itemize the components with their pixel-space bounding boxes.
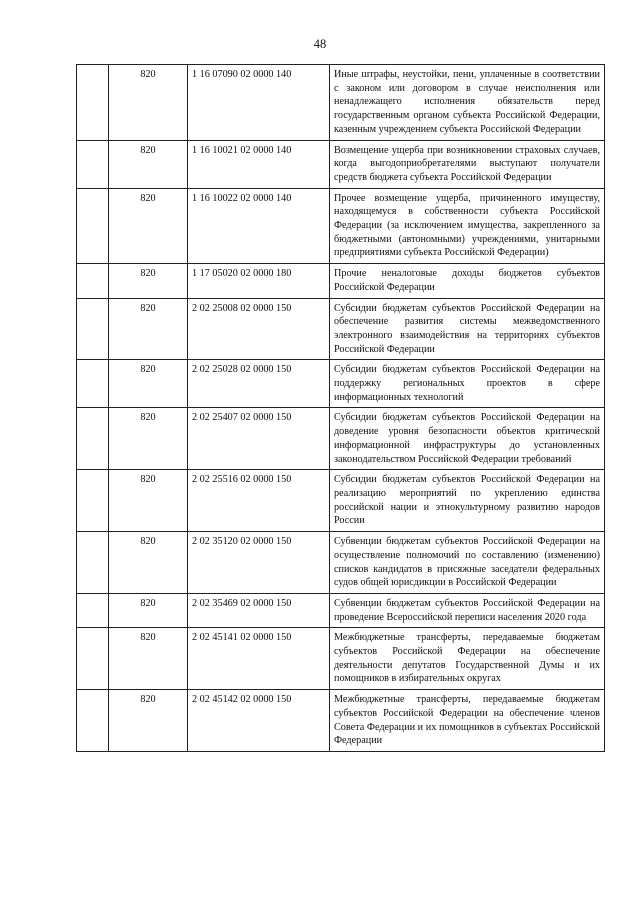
income-name-cell: Субвенции бюджетам субъектов Российской Федерации на проведение Всероссийской переписи населения 2020 года	[330, 593, 605, 627]
admin-code-cell: 820	[109, 188, 188, 264]
table-row	[77, 408, 605, 470]
row-number-cell	[77, 298, 109, 360]
kbk-code-cell: 1 16 10021 02 0000 140	[188, 140, 330, 188]
income-name-cell: Субсидии бюджетам субъектов Российской Федерации на поддержку региональных проектов в сфере информационных технологий	[330, 360, 605, 408]
income-name-cell: Прочие неналоговые доходы бюджетов субъектов Российской Федерации	[330, 264, 605, 298]
income-name-cell: Субсидии бюджетам субъектов Российской Федерации на обеспечение развития системы межведомственного электронного взаимодействия на территориях субъектов Российской Федерации	[330, 298, 605, 360]
row-number-cell	[77, 690, 109, 752]
kbk-code-cell: 2 02 45142 02 0000 150	[188, 690, 330, 752]
row-number-cell	[77, 470, 109, 532]
row-number-cell	[77, 65, 109, 141]
table-row	[77, 65, 605, 141]
table-row	[77, 140, 605, 188]
kbk-code-cell: 1 16 07090 02 0000 140	[188, 65, 330, 141]
income-name-cell: Прочее возмещение ущерба, причиненного имуществу, находящемуся в собственности субъекта Российской Федерации (за исключением имущества, закрепленного за бюджетными (автономными) учреждениями, унитарными предприятиями субъекта Российской Федерации)	[330, 188, 605, 264]
table-row	[77, 264, 605, 298]
table-row	[77, 532, 605, 594]
kbk-code-cell: 2 02 25516 02 0000 150	[188, 470, 330, 532]
kbk-code-cell: 2 02 35120 02 0000 150	[188, 532, 330, 594]
admin-code-cell: 820	[109, 593, 188, 627]
kbk-code-cell: 2 02 25407 02 0000 150	[188, 408, 330, 470]
admin-code-cell: 820	[109, 140, 188, 188]
admin-code-cell: 820	[109, 298, 188, 360]
row-number-cell	[77, 360, 109, 408]
page-number: 48	[313, 37, 327, 51]
kbk-code-cell: 2 02 45141 02 0000 150	[188, 628, 330, 690]
income-name-cell: Субсидии бюджетам субъектов Российской Федерации на реализацию мероприятий по укреплению единства российской нации и этнокультурному развитию народов России	[330, 470, 605, 532]
income-name-cell: Иные штрафы, неустойки, пени, уплаченные в соответствии с законом или договором в случае неисполнения или ненадлежащего исполнения обязательств перед государственным органом субъекта Российской Федерации, казенным учреждением субъекта Российской Федерации	[330, 65, 605, 141]
table-row	[77, 188, 605, 264]
row-number-cell	[77, 593, 109, 627]
table-row	[77, 593, 605, 627]
admin-code-cell: 820	[109, 532, 188, 594]
row-number-cell	[77, 264, 109, 298]
table-row	[77, 628, 605, 690]
income-name-cell: Межбюджетные трансферты, передаваемые бюджетам субъектов Российской Федерации на обеспечение членов Совета Федерации и их помощников в субъектах Российской Федерации	[330, 690, 605, 752]
table-row	[77, 470, 605, 532]
table-row	[77, 298, 605, 360]
admin-code-cell: 820	[109, 65, 188, 141]
admin-code-cell: 820	[109, 408, 188, 470]
row-number-cell	[77, 408, 109, 470]
income-name-cell: Субсидии бюджетам субъектов Российской Федерации на доведение уровня безопасности объектов критической информационной инфраструктуры до установленных законодательством Российской Федерации требований	[330, 408, 605, 470]
kbk-code-cell: 2 02 35469 02 0000 150	[188, 593, 330, 627]
row-number-cell	[77, 188, 109, 264]
kbk-code-cell: 2 02 25028 02 0000 150	[188, 360, 330, 408]
row-number-cell	[77, 628, 109, 690]
income-name-cell: Субвенции бюджетам субъектов Российской Федерации на осуществление полномочий по составлению (изменению) списков кандидатов в присяжные заседатели федеральных судов общей юрисдикции в Российской Федерации	[330, 532, 605, 594]
income-name-cell: Межбюджетные трансферты, передаваемые бюджетам субъектов Российской Федерации на обеспечение деятельности депутатов Государственной Думы и их помощников в избирательных округах	[330, 628, 605, 690]
kbk-code-cell: 2 02 25008 02 0000 150	[188, 298, 330, 360]
admin-code-cell: 820	[109, 264, 188, 298]
table-row	[77, 690, 605, 752]
admin-code-cell: 820	[109, 470, 188, 532]
kbk-code-cell: 1 16 10022 02 0000 140	[188, 188, 330, 264]
row-number-cell	[77, 140, 109, 188]
kbk-code-cell: 1 17 05020 02 0000 180	[188, 264, 330, 298]
table-row	[77, 360, 605, 408]
income-name-cell: Возмещение ущерба при возникновении страховых случаев, когда выгодоприобретателями выступают получатели средств бюджета субъекта Российской Федерации	[330, 140, 605, 188]
admin-code-cell: 820	[109, 628, 188, 690]
admin-code-cell: 820	[109, 690, 188, 752]
budget-classification-table	[76, 64, 605, 752]
admin-code-cell: 820	[109, 360, 188, 408]
row-number-cell	[77, 532, 109, 594]
